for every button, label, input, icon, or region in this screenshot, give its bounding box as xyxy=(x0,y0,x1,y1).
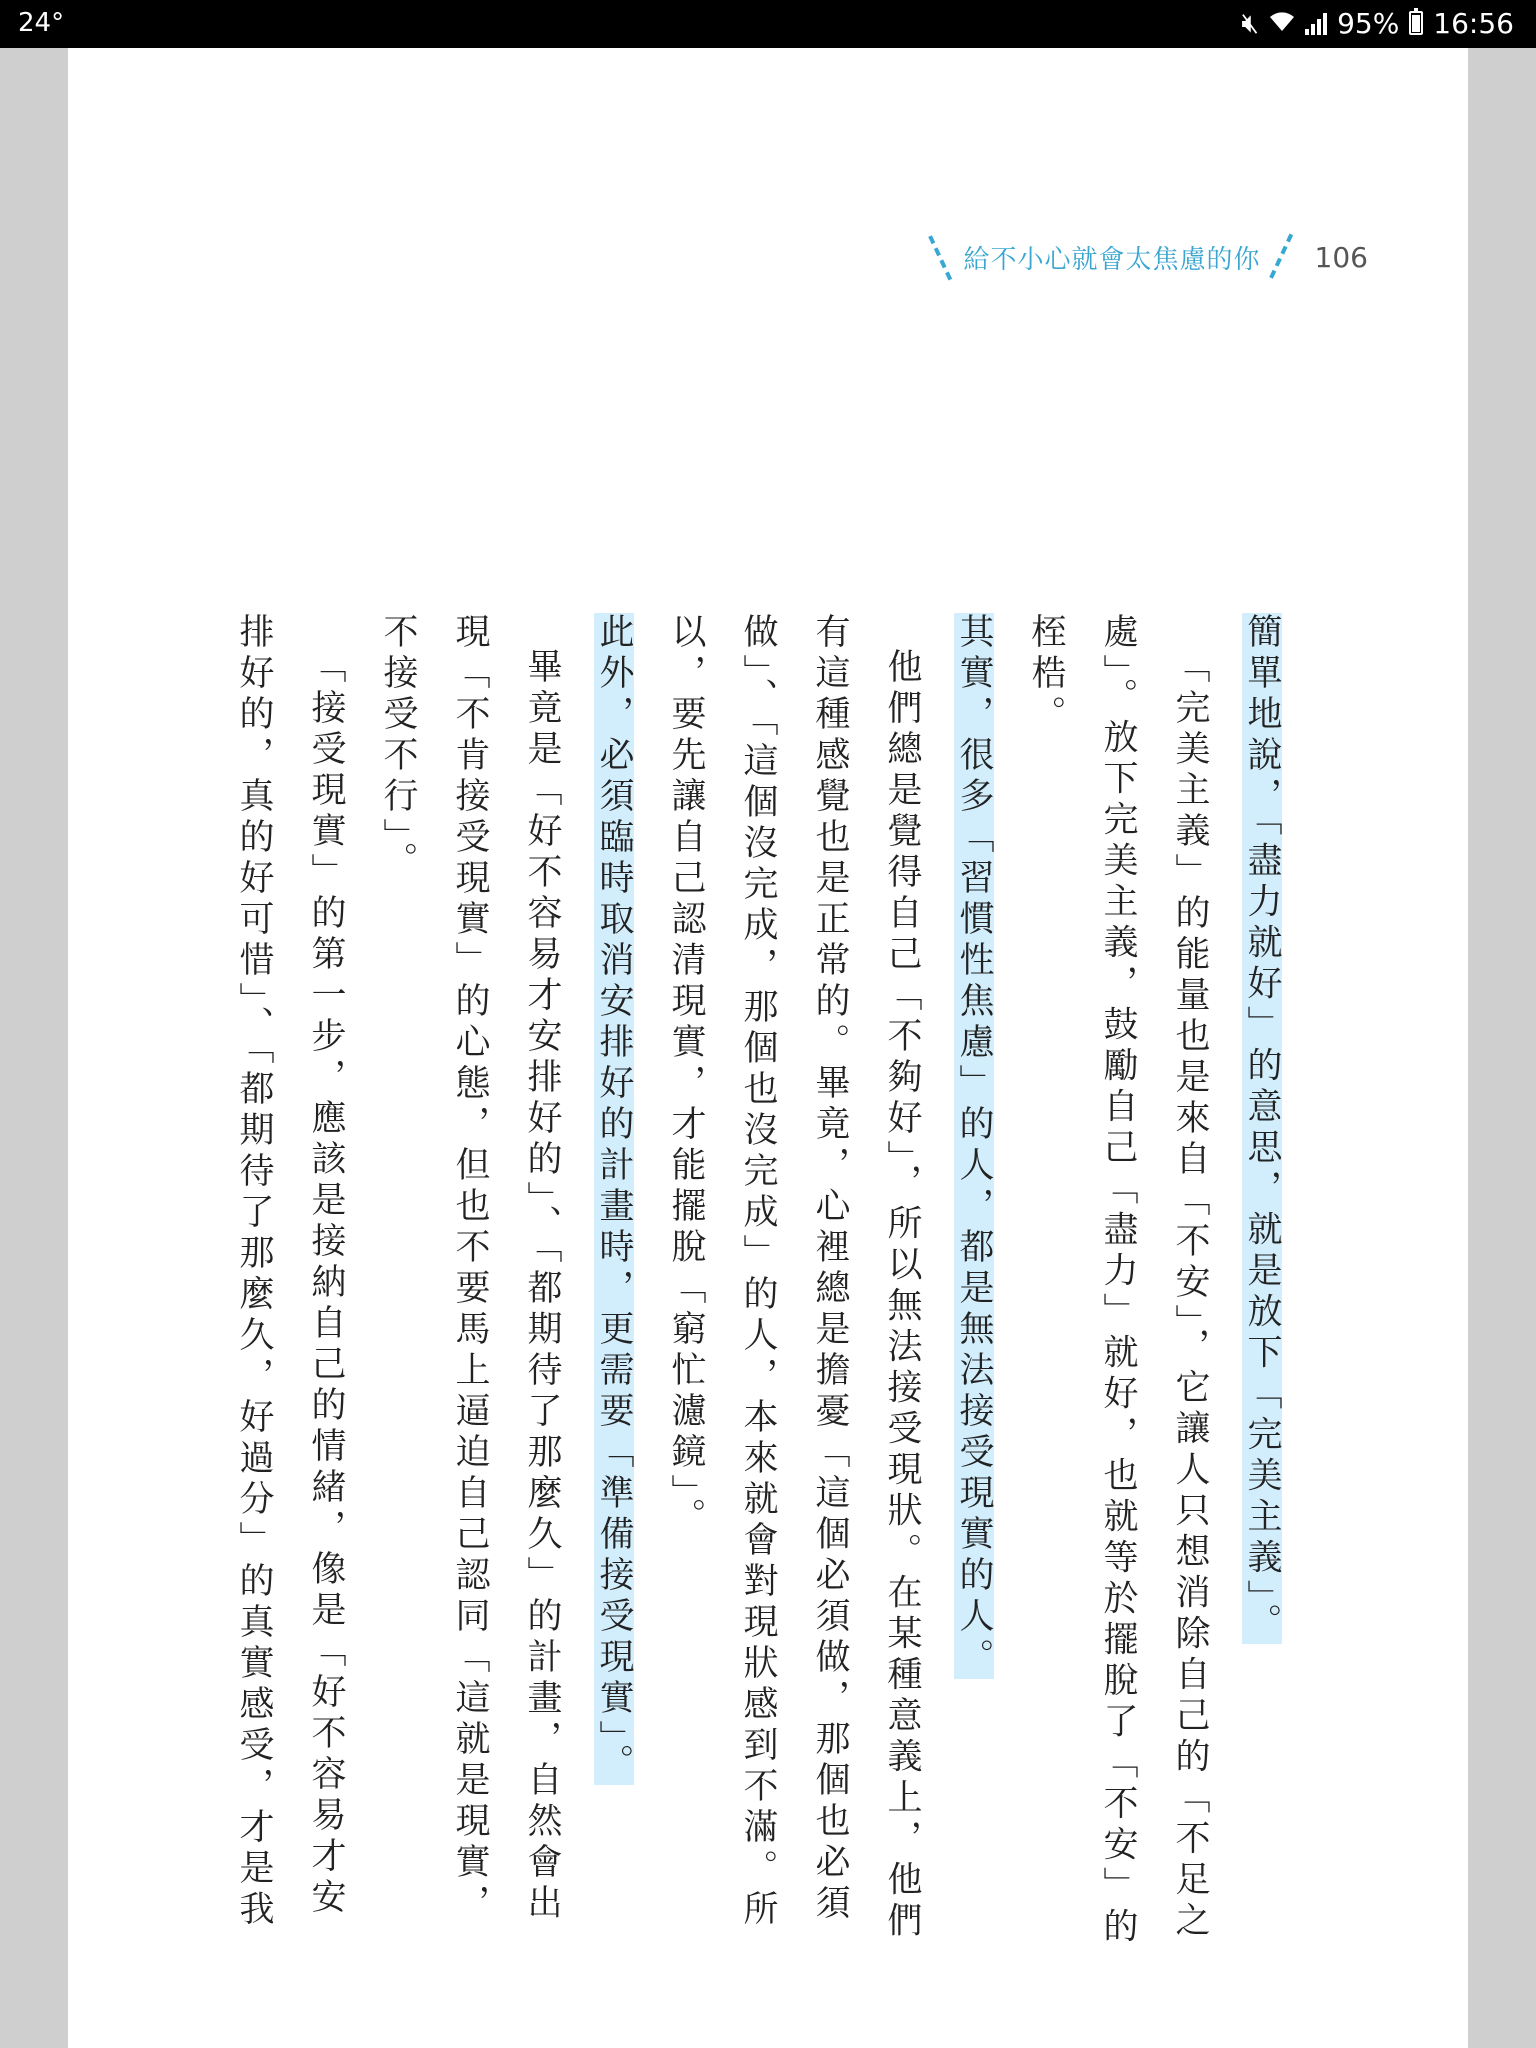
temperature-text: 24° xyxy=(18,8,65,38)
paragraph-text: 「接受現實」的第一步，應該是接納自己的情緒，像是「好不容易才安排好的，真的好可惜」、「都期待了那麼久，好過分」的真實感受，才是我 xyxy=(234,613,346,1931)
paragraph xyxy=(1226,613,1298,1953)
book-title: 給不小心就會太焦慮的你 xyxy=(963,244,1261,275)
mute-icon: 🔇︎ xyxy=(1241,6,1260,39)
highlighted-text[interactable]: 此外，必須臨時取消安排好的計畫時，更需要「準備接受現實」。 xyxy=(594,613,634,1785)
highlighted-text[interactable]: 其實，很多「習慣性焦慮」的人，都是無法接受現實的人。 xyxy=(954,613,994,1679)
slash-decoration xyxy=(928,234,956,281)
highlighted-text[interactable]: 簡單地說，「盡力就好」的意思，就是放下「完美主義」。 xyxy=(1242,613,1282,1644)
clock: 16:56 xyxy=(1433,6,1514,40)
paragraph xyxy=(362,613,578,1953)
battery-icon xyxy=(1409,11,1423,35)
wifi-icon xyxy=(1269,7,1295,40)
paragraph xyxy=(650,613,938,1953)
paragraph-text: 他們總是覺得自己「不夠好」，所以無法接受現狀。在某種意義上，他們有這種感覺也是正常的。畢竟，心裡總是擔憂「這個必須做，那個也必須做」、「這個沒完成，那個也沒完成」的人，本來就會對現狀感到不滿。所以，要先讓自己認清現實，才能擺脫「窮忙濾鏡」。 xyxy=(666,613,922,1943)
page-number: 106 xyxy=(1314,240,1368,274)
book-page[interactable] xyxy=(68,48,1468,2048)
page-header xyxy=(938,233,1368,281)
paragraph-text: 畢竟是「好不容易才安排好的」、「都期待了那麼久」的計畫，自然會出現「不肯接受現實」的心態，但也不要馬上逼迫自己認同「這就是現實，不接受不行」。 xyxy=(378,613,562,1925)
status-bar xyxy=(0,0,1536,48)
paragraph xyxy=(1010,613,1226,1953)
vertical-text-body[interactable] xyxy=(218,613,1298,1953)
slash-decoration xyxy=(1269,234,1297,281)
battery-percent: 95% xyxy=(1337,6,1400,40)
paragraph xyxy=(218,613,362,1953)
paragraph-text: 「完美主義」的能量也是來自「不安」，它讓人只想消除自己的「不足之處」。放下完美主義，鼓勵自己「盡力」就好，也就等於擺脫了「不安」的桎梏。 xyxy=(1026,613,1210,1949)
paragraph xyxy=(578,613,650,1953)
paragraph xyxy=(938,613,1010,1953)
signal-icon xyxy=(1305,11,1327,35)
status-icons xyxy=(1241,6,1514,40)
